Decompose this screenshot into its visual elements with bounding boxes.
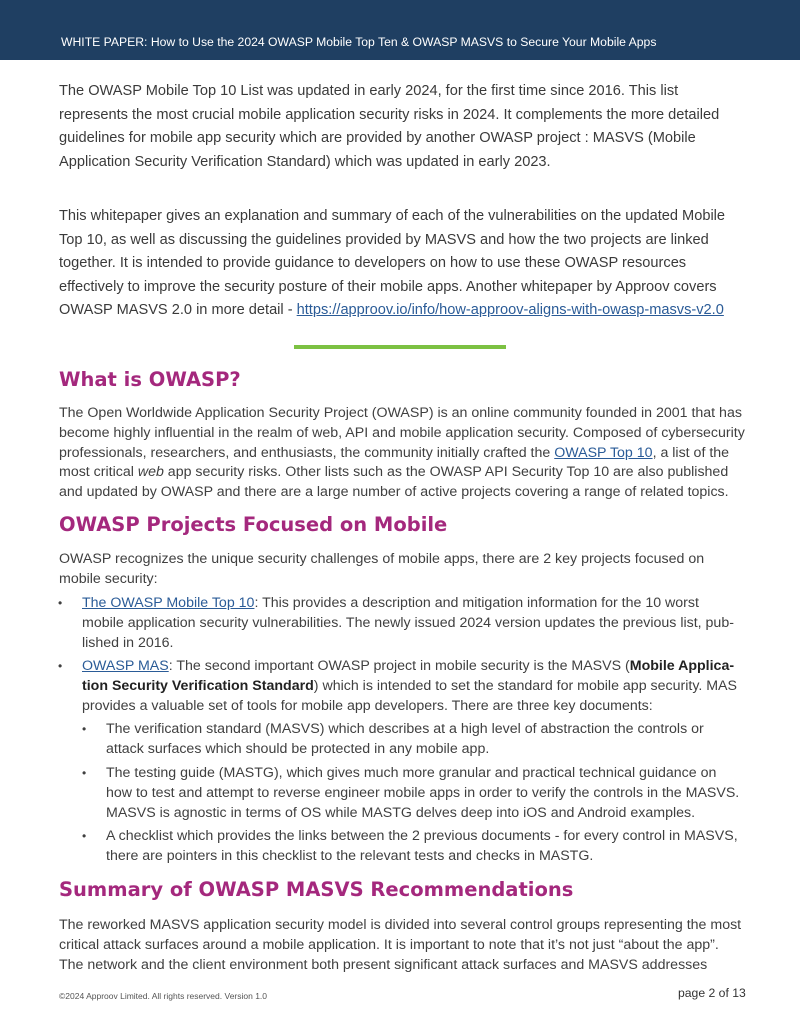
intro-paragraph-2 [59,205,749,323]
bullet-icon: • [58,596,63,610]
list-item-owasp-mas [58,657,742,716]
sub-list-item-mastg [82,764,742,823]
sub-list-item-masvs [82,720,742,760]
owasp-top10-link[interactable]: OWASP Top 10 [554,444,653,461]
mobile-projects-intro: OWASP recognizes the unique security challenges of mobile apps, there are 2 key projects focused on mobile security: [59,551,705,587]
owasp-text-3: app security risks. Other lists such as the OWASP API Security Top 10 are also published and updated by OWASP and there are a large number of active projects covering a range of related topics. [59,464,729,501]
owasp-mas-bold: Mobile Applica-tion Security Verification Standard [82,658,735,694]
intro-paragraph-1: The OWASP Mobile Top 10 List was updated in early 2024, for the first time since 2016. This list represents the most crucial mobile application security risks in 2024. It complements the more detailed guidelines for mobile app security which are provided by another OWASP project : MASVS (Mobile Application Security Verification Standard) which was updated in early 2023. [59,83,720,170]
owasp-mas-text-b: ) which is intended to set the standard for mobile app security. MAS provides a valuable set of tools for mobile app developers. There are three key documents: [82,677,737,714]
page-number: page 2 of 13 [678,986,746,1000]
masvs-whitepaper-link[interactable]: https://approov.io/info/how-approov-aligns-with-owasp-masvs-v2.0 [296,302,724,318]
list-item-mobile-top10 [58,594,742,653]
intro-paragraph-2-text: This whitepaper gives an explanation and summary of each of the vulnerabilities on the updated Mobile Top 10, as well as discussing the guidelines provided by MASVS and how the two projects are linked together. It is intended to provide guidance to developers on how to use these OWASP resources effectively to improve the security posture of their mobile apps. Another whitepaper by Approov covers OWASP MASVS 2.0 in more detail - [59,208,726,318]
bullet-icon: • [82,766,87,780]
sub-list-item-text: A checklist which provides the links between the 2 previous documents - for every control in MASVS, there are pointers in this checklist to the relevant tests and checks in MASTG. [106,828,738,864]
sub-list-item-checklist [82,827,742,867]
owasp-text-2: , a list of the most critical [59,444,730,481]
heading-what-is-owasp: What is OWASP? [59,368,241,391]
bullet-icon: • [82,829,87,843]
section-divider [294,345,506,349]
bullet-icon: • [58,659,63,673]
heading-masvs-summary: Summary of OWASP MASVS Recommendations [59,878,574,901]
document-title: WHITE PAPER: How to Use the 2024 OWASP Mobile Top Ten & OWASP MASVS to Secure Your Mobile Apps [61,35,657,49]
owasp-text-italic: web [137,464,164,481]
header-bar [0,0,800,60]
owasp-mas-link[interactable]: OWASP MAS [82,658,169,674]
bullet-icon: • [82,722,87,736]
owasp-mas-text-a: : The second important OWASP project in mobile security is the MASVS ( [168,658,630,674]
owasp-description [59,404,745,503]
owasp-text-1: The Open Worldwide Application Security Project (OWASP) is an online community founded in 2001 that has become highly influential in the realm of web, API and mobile application security. Composed of cybersecurity professionals, researchers, and enthusiasts, the community initially crafted the [59,405,745,461]
sub-list-item-text: The verification standard (MASVS) which describes at a high level of abstraction the controls or attack surfaces which should be protected in any mobile app. [106,721,704,757]
footer-copyright: ©2024 Approov Limited. All rights reserved. Version 1.0 [59,991,268,1001]
sub-list-item-text: The testing guide (MASTG), which gives much more granular and practical technical guidance on how to test and attempt to reverse engineer mobile apps in order to verify the controls in the MASVS. MASVS is agnostic in terms of OS while MASTG delves deep into iOS and Android examples. [106,765,740,821]
mobile-top10-link[interactable]: The OWASP Mobile Top 10 [82,595,255,611]
mobile-top10-text: : This provides a description and mitigation information for the 10 worst mobile application security vulnerabilities. The newly issued 2024 version updates the previous list, pub-lished in 2016. [82,595,734,651]
masvs-summary-paragraph: The reworked MASVS application security model is divided into several control groups representing the most critical attack surfaces around a mobile application. It is important to note that it’s not just “about the app”. The network and the client environment both present significant attack surfaces and MASVS addresses [59,917,742,973]
heading-owasp-mobile-projects: OWASP Projects Focused on Mobile [59,513,448,536]
